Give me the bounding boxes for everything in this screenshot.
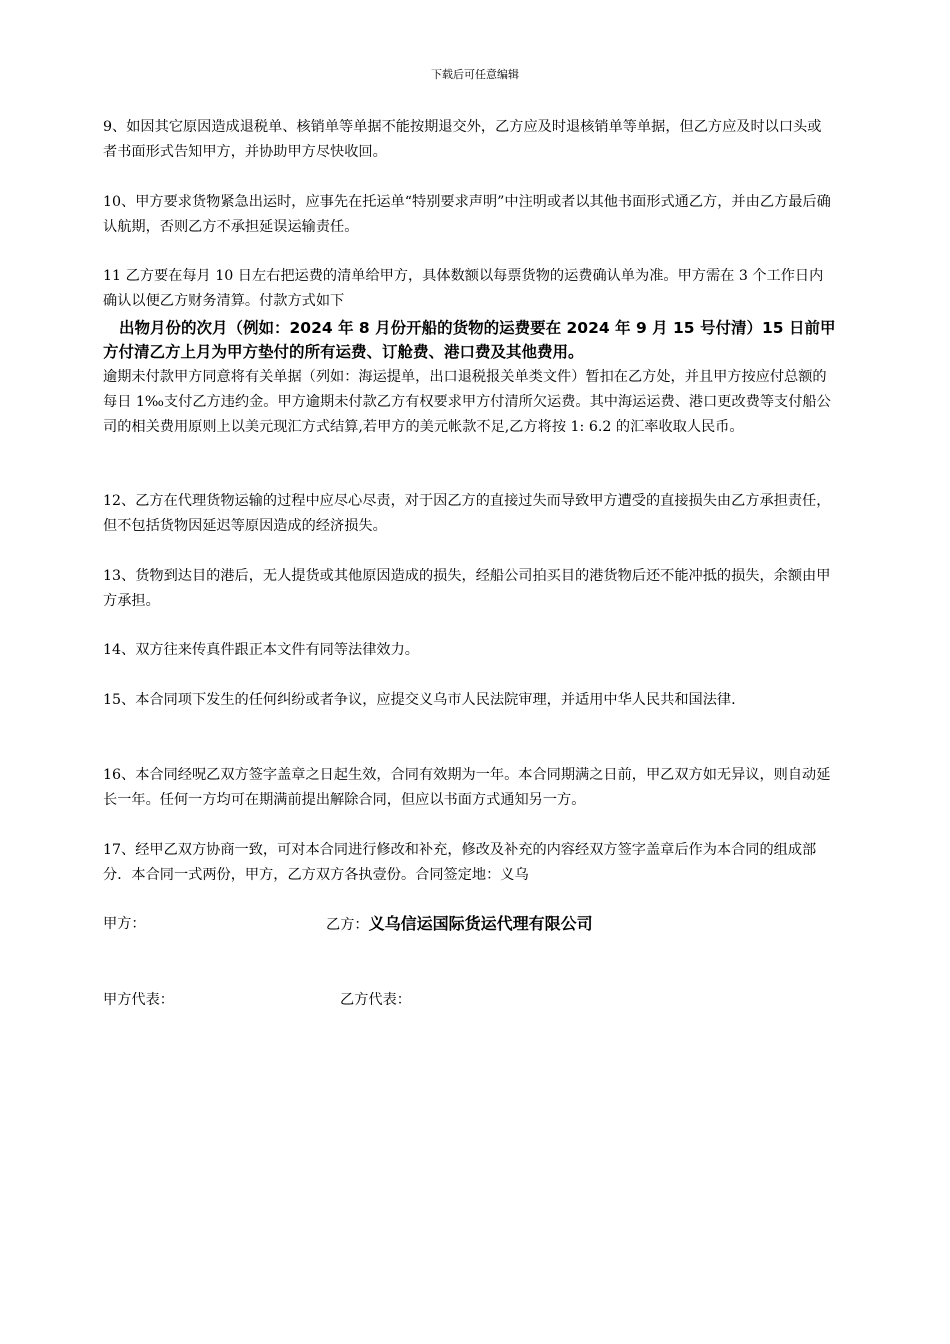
- page-header: 下载后可任意编辑: [431, 68, 519, 81]
- party-a-label: 甲方：: [103, 916, 146, 932]
- clause-11-payment-terms: 出物月份的次月（例如：2024 年 8 月份开船的货物的运费要在 2024 年 9 月 15 号付清）15 日前甲方付清乙方上月为甲方垫付的所有运费、订舱费、港口费及其他费用。: [103, 319, 836, 361]
- party-b-block: [326, 912, 593, 937]
- clause-14: 14、双方往来传真件跟正本文件有同等法律效力。: [103, 642, 419, 658]
- clause-17: 17、经甲乙双方协商一致，可对本合同进行修改和补充，修改及补充的内容经双方签字盖章后作为本合同的组成部分．本合同一式两份，甲方，乙方双方各执壹份。合同签定地：义乌: [103, 842, 817, 883]
- clause-11-overdue: 逾期未付款甲方同意将有关单据（列如：海运提单，出口退税报关单类文件）暂扣在乙方处，并且甲方按应付总额的每日 1‰支付乙方违约金。甲方逾期未付款乙方有权要求甲方付清所欠运费。其中海运运费、港口更改费等支付船公司的相关费用原则上以美元现汇方式结算,若甲方的美元帐款不足,乙方将按 1: 6.2 的汇率收取人民币。: [103, 369, 831, 435]
- clause-13: 13、货物到达目的港后，无人提货或其他原因造成的损失，经船公司拍买目的港货物后还不能冲抵的损失，余额由甲方承担。: [103, 568, 831, 609]
- clause-11-intro: 11 乙方要在每月 10 日左右把运费的清单给甲方，具体数额以每票货物的运费确认单为准。甲方需在 3 个工作日内确认以便乙方财务清算。付款方式如下: [103, 268, 824, 309]
- party-b-label: 乙方：: [326, 917, 369, 933]
- clause-15: 15、本合同项下发生的任何纠纷或者争议，应提交义乌市人民法院审理，并适用中华人民共和国法律.: [103, 692, 736, 708]
- party-b-name: 义乌信运国际货运代理有限公司: [368, 914, 593, 933]
- clause-9: 9、如因其它原因造成退税单、核销单等单据不能按期退交外，乙方应及时退核销单等单据，但乙方应及时以口头或者书面形式告知甲方，并协助甲方尽快收回。: [103, 119, 822, 160]
- clause-12: 12、乙方在代理货物运输的过程中应尽心尽责，对于因乙方的直接过失而导致甲方遭受的直接损失由乙方承担责任，但不包括货物因延迟等原因造成的经济损失。: [103, 493, 831, 534]
- party-a-representative: 甲方代表：: [103, 992, 174, 1008]
- clause-10: 10、甲方要求货物紧急出运时，应事先在托运单“特别要求声明”中注明或者以其他书面形式通乙方，并由乙方最后确认航期，否则乙方不承担延误运输责任。: [103, 194, 831, 235]
- clause-16: 16、本合同经呪乙双方签字盖章之日起生效，合同有效期为一年。本合同期满之日前，甲乙双方如无异议，则自动延长一年。任何一方均可在期满前提出解除合同，但应以书面方式通知另一方。: [103, 767, 831, 808]
- party-b-representative: 乙方代表：: [340, 992, 411, 1008]
